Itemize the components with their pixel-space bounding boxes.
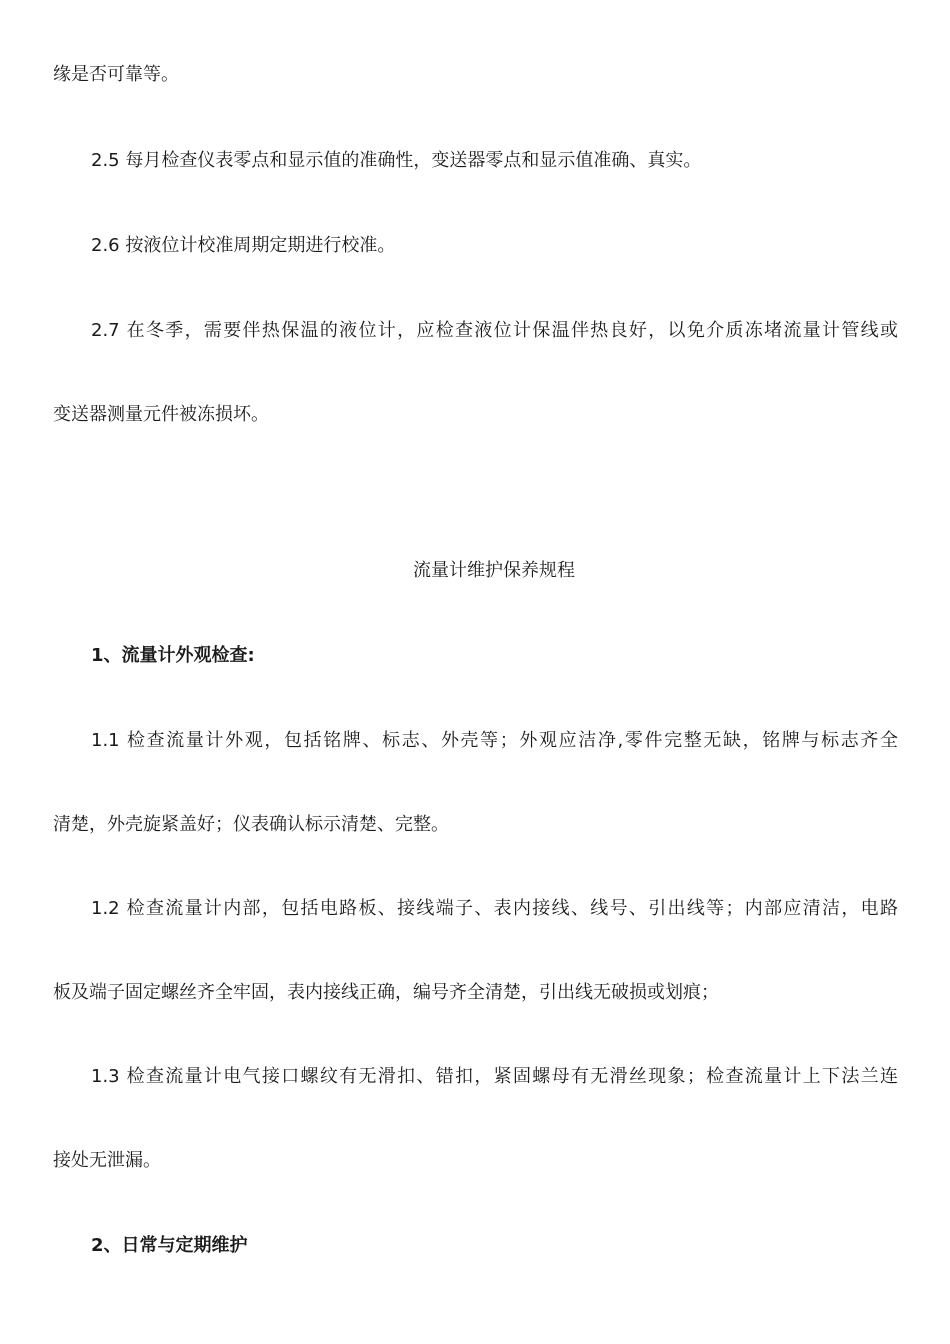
paragraph-2-7-line-1: 2.7 在冬季，需要伴热保温的液位计，应检查液位计保温伴热良好，以免介质冻堵流量计管线或 <box>91 320 898 341</box>
paragraph-1-2-line-2: 板及端子固定螺丝齐全牢固，表内接线正确，编号齐全清楚，引出线无破损或划痕； <box>53 982 719 1003</box>
paragraph-1-1-line-1: 1.1 检查流量计外观，包括铭牌、标志、外壳等；外观应洁净,零件完整无缺，铭牌与标志齐全 <box>91 730 898 751</box>
paragraph-2-7-line-2: 变送器测量元件被冻损坏。 <box>53 404 269 425</box>
section-title: 流量计维护保养规程 <box>413 560 575 581</box>
text-line-1: 缘是否可靠等。 <box>53 64 179 85</box>
paragraph-1-1-line-2: 清楚，外壳旋紧盖好；仪表确认标示清楚、完整。 <box>53 814 449 835</box>
paragraph-2-5: 2.5 每月检查仪表零点和显示值的准确性，变送器零点和显示值准确、真实。 <box>91 150 702 171</box>
paragraph-2-6: 2.6 按液位计校准周期定期进行校准。 <box>91 235 396 256</box>
paragraph-1-2-line-1: 1.2 检查流量计内部，包括电路板、接线端子、表内接线、线号、引出线等；内部应清洁，电路 <box>91 898 898 919</box>
paragraph-1-3-line-1: 1.3 检查流量计电气接口螺纹有无滑扣、错扣，紧固螺母有无滑丝现象；检查流量计上下法兰连 <box>91 1066 898 1087</box>
heading-1: 1、流量计外观检查: <box>91 645 255 666</box>
heading-2: 2、日常与定期维护 <box>91 1235 248 1256</box>
paragraph-1-3-line-2: 接处无泄漏。 <box>53 1150 161 1171</box>
